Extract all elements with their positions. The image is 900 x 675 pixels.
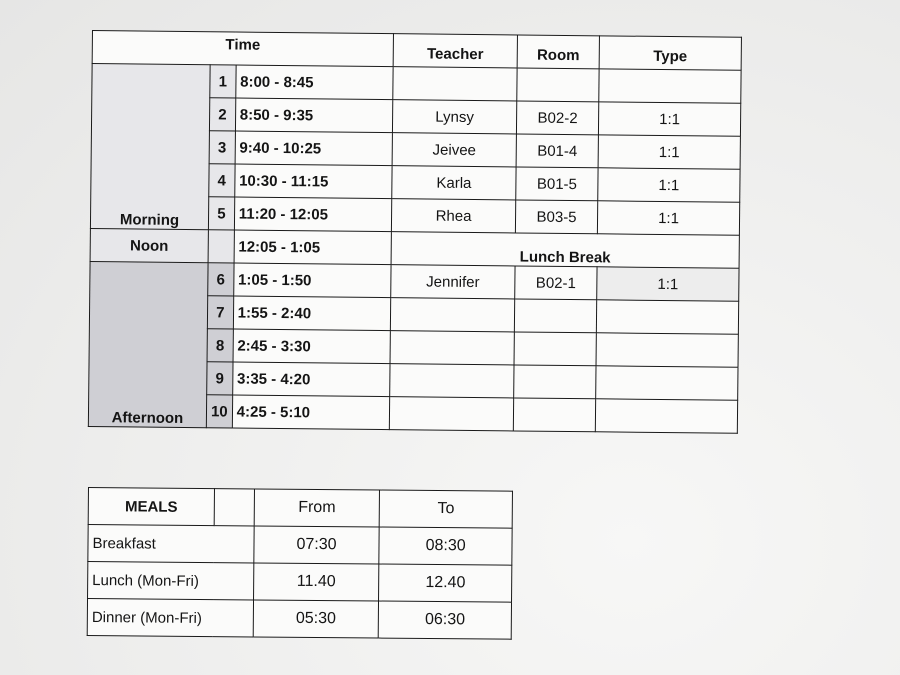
period-number: 9: [207, 362, 233, 395]
meal-row: [87, 599, 511, 640]
meal-row: [88, 525, 512, 566]
room-cell: [514, 365, 596, 399]
period-number: 8: [207, 329, 233, 362]
time-slot: 8:50 - 9:35: [235, 98, 393, 133]
time-slot: 1:05 - 1:50: [233, 263, 391, 298]
time-slot: 11:20 - 12:05: [234, 197, 392, 232]
meal-name: Lunch (Mon-Fri): [88, 562, 254, 600]
room-cell: [514, 299, 596, 333]
time-slot: 1:55 - 2:40: [233, 296, 391, 331]
teacher-cell: [390, 298, 514, 332]
meal-from: 07:30: [254, 526, 380, 564]
room-cell: [513, 398, 595, 432]
type-cell: 1:1: [598, 168, 740, 202]
meals-blank-header: [214, 489, 254, 526]
meal-to: 12.40: [379, 564, 512, 602]
teacher-cell: [389, 397, 513, 431]
from-header: From: [254, 489, 380, 527]
lunch-break-cell: Lunch Break: [391, 232, 739, 269]
table-row: [92, 64, 741, 104]
period-number: 3: [209, 131, 235, 164]
period-number: 7: [207, 296, 233, 329]
meal-row: [88, 562, 512, 603]
type-cell: [596, 366, 738, 400]
room-cell: B01-4: [516, 134, 598, 168]
period-number: 1: [210, 65, 236, 98]
afternoon-label: Afternoon: [88, 261, 208, 427]
teacher-cell: [393, 67, 517, 101]
time-slot: 8:00 - 8:45: [235, 65, 393, 100]
period-number: 6: [208, 263, 234, 296]
teacher-cell: Rhea: [391, 199, 515, 233]
room-header: Room: [517, 35, 599, 69]
type-cell: 1:1: [598, 135, 740, 169]
teacher-header: Teacher: [393, 34, 517, 68]
morning-label: Morning: [90, 64, 210, 230]
meal-name: Dinner (Mon-Fri): [87, 599, 253, 637]
to-header: To: [380, 490, 513, 528]
teacher-cell: [390, 364, 514, 398]
meal-from: 05:30: [253, 600, 379, 638]
time-slot: 2:45 - 3:30: [233, 329, 391, 364]
type-cell: [596, 333, 738, 367]
meal-name: Breakfast: [88, 525, 254, 563]
room-cell: B02-2: [516, 101, 598, 135]
period-number: 10: [206, 395, 232, 428]
type-cell: [596, 300, 738, 334]
meal-to: 08:30: [379, 527, 512, 565]
type-cell: 1:1: [598, 102, 740, 136]
period-number: 4: [209, 164, 235, 197]
type-cell: [595, 399, 737, 433]
time-slot: 9:40 - 10:25: [235, 131, 393, 166]
time-header: Time: [92, 31, 393, 67]
room-cell: B01-5: [516, 167, 598, 201]
time-slot: 10:30 - 11:15: [234, 164, 392, 199]
period-number: 5: [208, 197, 234, 230]
meal-to: 06:30: [379, 601, 512, 639]
noon-label: Noon: [90, 228, 208, 262]
meal-from: 11.40: [253, 563, 379, 601]
teacher-cell: Jennifer: [391, 265, 515, 299]
table-row: [90, 261, 739, 301]
room-cell: B03-5: [515, 200, 597, 234]
meals-header: MEALS: [88, 488, 214, 526]
room-cell: [517, 68, 599, 102]
class-schedule-table: [88, 30, 742, 434]
type-cell: 1:1: [597, 201, 739, 235]
period-number: 2: [209, 98, 235, 131]
type-cell: [599, 69, 741, 103]
teacher-cell: Karla: [392, 166, 516, 200]
room-cell: B02-1: [515, 266, 597, 300]
type-cell: 1:1: [597, 267, 739, 301]
time-slot: 3:35 - 4:20: [232, 362, 390, 397]
teacher-cell: [390, 331, 514, 365]
period-number: [208, 230, 234, 263]
time-slot: 12:05 - 1:05: [234, 230, 392, 265]
meals-table: [87, 487, 513, 640]
time-slot: 4:25 - 5:10: [232, 395, 390, 430]
teacher-cell: Lynsy: [392, 100, 516, 134]
teacher-cell: Jeivee: [392, 133, 516, 167]
room-cell: [514, 332, 596, 366]
meals-header-row: [88, 488, 512, 529]
type-header: Type: [599, 36, 741, 70]
